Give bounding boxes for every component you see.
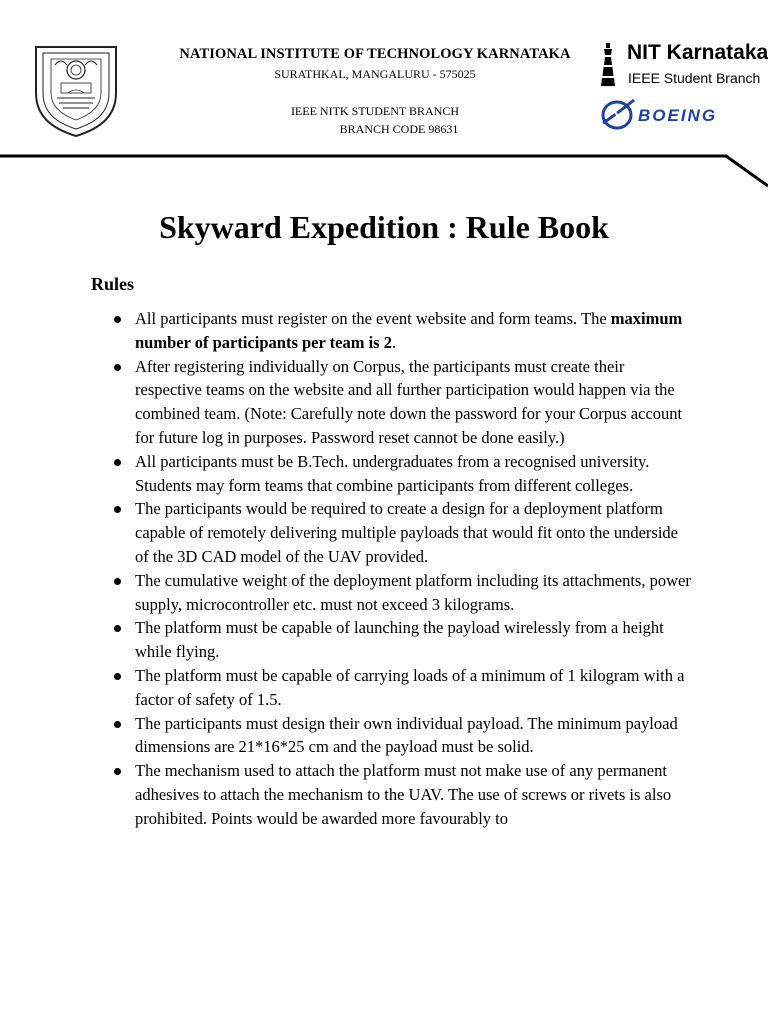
nitk-ieee-logo (597, 41, 768, 91)
rule-text: The platform must be capable of carrying loads of a minimum of 1 kilogram with a factor of safety of 1.5. (135, 665, 685, 709)
boeing-wordmark: BOEING (638, 106, 718, 125)
letterhead (150, 46, 600, 137)
header-divider (0, 150, 768, 190)
rule-text: All participants must be B.Tech. undergraduates from a recognised university. Students may form teams that combine participants from different colleges. (135, 451, 650, 495)
nitk-seal-logo (33, 43, 119, 139)
rule-text: The participants must design their own individual payload. The minimum payload dimensions are 21*16*25 cm and the payload must be solid. (135, 713, 678, 757)
rule-text: The cumulative weight of the deployment platform including its attachments, power supply, microcontroller etc. must not exceed 3 kilograms. (135, 570, 691, 614)
branch-name: IEEE NITK STUDENT BRANCH (290, 104, 460, 118)
nitk-logo-subtitle: IEEE Student Branch (628, 70, 761, 86)
boeing-logo (600, 96, 750, 134)
branch-code: BRANCH CODE 98631 (339, 122, 459, 136)
rule-item (112, 569, 692, 617)
rule-item (112, 759, 692, 830)
institute-address: SURATHKAL, MANGALURU - 575025 (274, 67, 476, 81)
rule-item (112, 355, 692, 450)
institute-name: NATIONAL INSTITUTE OF TECHNOLOGY KARNATAKA (179, 46, 571, 62)
rule-item (112, 616, 692, 664)
rules-heading: Rules (91, 274, 135, 294)
rule-item (112, 450, 692, 498)
nitk-logo-title: NIT Karnataka (627, 41, 768, 64)
rule-suffix: . (391, 332, 397, 352)
rule-text: After registering individually on Corpus, the participants must create their respective teams on the website and all further participation would happen via the combined team. (Note: Carefully note down the password for your Corpus account for future log in purposes. Password reset cannot be done easily.) (135, 356, 683, 447)
rule-text: All participants must register on the event website and form teams. The (135, 309, 611, 328)
lighthouse-icon (597, 43, 619, 87)
rule-item (112, 664, 692, 712)
rule-emphasis: maximum number of participants per team is 2 (135, 309, 683, 352)
rule-item (112, 712, 692, 760)
document-title: Skyward Expedition : Rule Book (159, 209, 609, 245)
rule-item (112, 497, 692, 568)
rule-item (112, 307, 692, 355)
rule-text: The platform must be capable of launching the payload wirelessly from a height while flying. (135, 618, 664, 662)
rules-list (112, 307, 692, 831)
rule-text: The mechanism used to attach the platform must not make use of any permanent adhesives to attach the mechanism to the UAV. The use of screws or rivets is also prohibited. Points would be awarded more favourably to (135, 761, 672, 828)
rule-text: The participants would be required to create a design for a deployment platform capable of remotely delivering multiple payloads that would fit onto the underside of the 3D CAD model of the UAV provided. (135, 499, 678, 566)
